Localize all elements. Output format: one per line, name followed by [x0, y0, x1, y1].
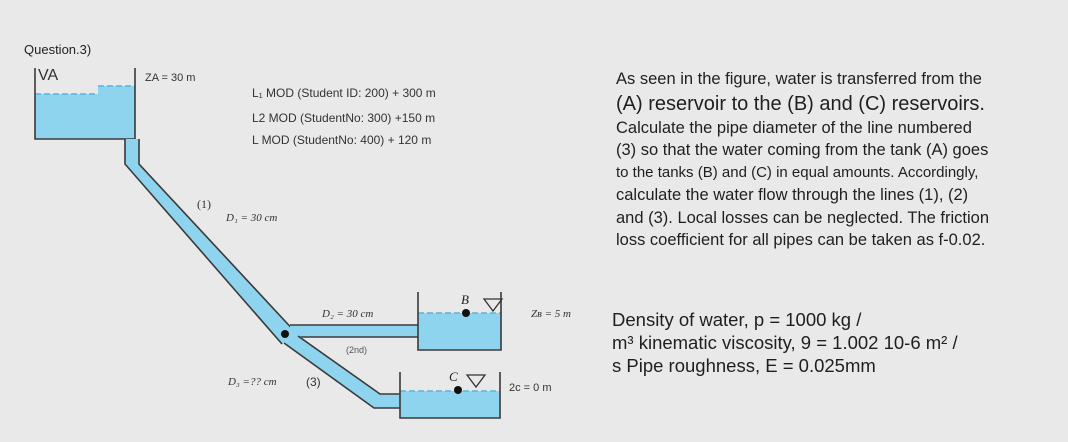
pipe-3-number: (3): [306, 375, 321, 389]
pipe-2-tag: (2nd): [346, 345, 368, 355]
reservoir-c-elevation: 2c = 0 m: [509, 382, 552, 394]
pipe-2-diameter: D₂ = 30 cm: [322, 308, 374, 320]
problem-line-5: to the tanks (B) and (C) in equal amounts. Accordingly,: [616, 163, 979, 181]
mod-line-2: L2 MOD (StudentNo: 300) +150 m: [252, 111, 436, 125]
pipe-3: [284, 334, 400, 408]
node-c: [454, 386, 462, 394]
pipe-1-diameter: D₁ = 30 cm: [226, 212, 278, 224]
node-b: [462, 309, 470, 317]
density-line-3: s Pipe roughness, E = 0.025mm: [612, 355, 876, 376]
water-level-triangle-b: [484, 299, 502, 311]
fluid-properties: [612, 308, 1052, 377]
density-line-1: Density of water, p = 1000 kg /: [612, 309, 862, 330]
mod-line-3: L MOD (StudentNo: 400) + 120 m: [252, 133, 432, 147]
mod-line-1: L₁ MOD (Student ID: 200) + 300 m: [252, 86, 436, 100]
problem-line-2: (A) reservoir to the (B) and (C) reservoirs.: [616, 92, 985, 115]
junction-node: [281, 330, 289, 338]
reservoir-b-label: B: [461, 292, 469, 307]
problem-line-7: and (3). Local losses can be neglected. The friction: [616, 208, 989, 227]
problem-line-1: As seen in the figure, water is transferred from the: [616, 70, 982, 88]
problem-statement: [616, 68, 1056, 252]
pipe-3-diameter: D₃ =?? cm: [228, 376, 277, 388]
density-line-2: m³ kinematic viscosity, 9 = 1.002 10-6 m² /: [612, 332, 958, 353]
reservoir-a-elevation: ZA = 30 m: [145, 72, 196, 84]
pipe-1: [125, 139, 297, 344]
question-label: Question.3): [24, 42, 92, 57]
problem-line-4: (3) so that the water coming from the tank (A) goes: [616, 141, 989, 159]
reservoir-a-label: VA: [38, 67, 59, 84]
reservoir-b-elevation: Zʙ = 5 m: [531, 308, 571, 320]
reservoir-b: [418, 292, 502, 350]
water-level-triangle-c: [467, 375, 485, 387]
pipe-2: [290, 325, 418, 337]
reservoir-c-label: C: [449, 369, 458, 384]
problem-line-6: calculate the water flow through the lines (1), (2): [616, 186, 969, 204]
problem-line-8: loss coefficient for all pipes can be taken as f-0.02.: [616, 231, 986, 249]
problem-line-3: Calculate the pipe diameter of the line numbered: [616, 118, 972, 137]
pipe-1-number: (1): [197, 197, 211, 211]
